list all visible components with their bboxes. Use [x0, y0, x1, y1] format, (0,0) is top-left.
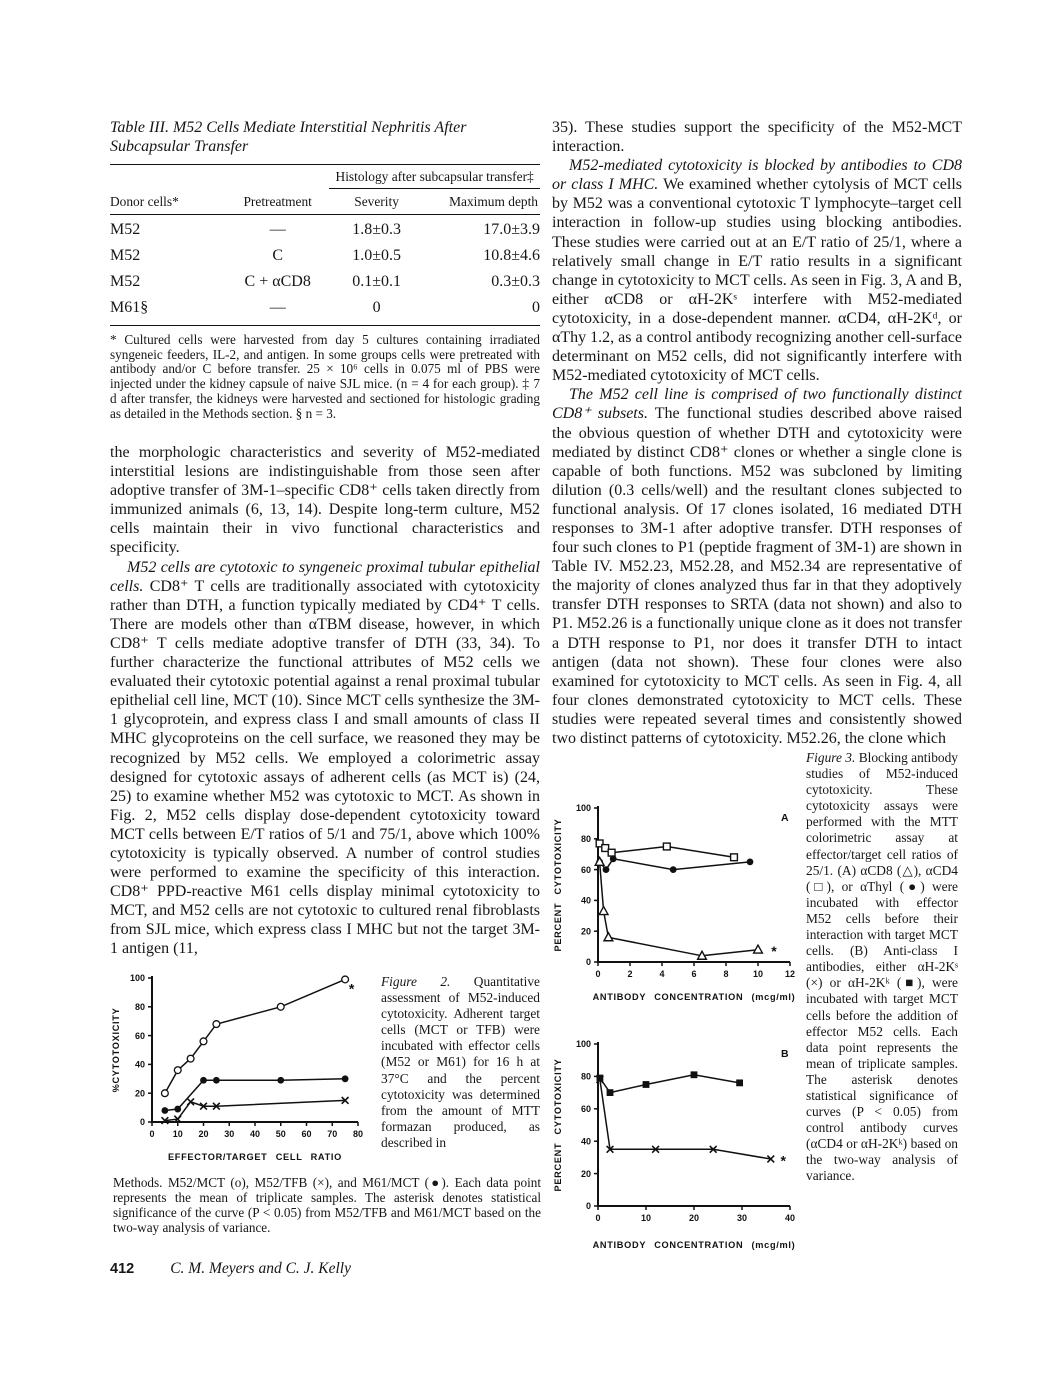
svg-text:40: 40: [580, 1136, 591, 1147]
figure3-panel-b-chart: [550, 1030, 802, 1254]
figure2-caption-lead: Figure 2.: [381, 974, 451, 989]
table-row: [110, 241, 540, 267]
cell-severity: 0.1±0.1: [352, 273, 401, 290]
svg-text:100: 100: [575, 1039, 591, 1050]
svg-text:0: 0: [595, 969, 601, 979]
figure3-panel-a-chart: [550, 798, 802, 1006]
table-group-row: [110, 165, 540, 189]
paragraph: [110, 558, 540, 959]
col-header-maxdepth: Maximum depth: [424, 189, 540, 215]
table-iii: [110, 164, 540, 326]
running-authors: C. M. Meyers and C. J. Kelly: [170, 1260, 351, 1277]
figure2-caption-side: [381, 974, 540, 1151]
paragraph: the morphologic characteristics and severity of M52-mediated interstitial lesions are indistinguishable from those seen after adoptive transfer of 3M-1–specific CD8⁺ cells taken directly from immunized animals (6, 13, 14). Despite long-term culture, M52 cells maintain their in vivo functional characteristics and specificity.: [110, 444, 540, 557]
figure3-caption-lead: Figure 3.: [806, 750, 856, 765]
cell-maxdepth: 0: [424, 293, 540, 326]
svg-text:0: 0: [139, 1117, 145, 1128]
svg-text:40: 40: [784, 1213, 796, 1223]
paragraph-lead-italic: M52 cells are cytotoxic to syngeneic proximal tubular epithelial cells.: [110, 558, 540, 595]
table-title: Table III. M52 Cells Mediate Interstitial Nephritis After Subcapsular Transfer: [110, 119, 467, 155]
svg-text:100: 100: [575, 803, 591, 814]
svg-text:20: 20: [688, 1213, 700, 1223]
svg-text:80: 80: [134, 1002, 145, 1012]
svg-text:60: 60: [134, 1030, 145, 1041]
col-header-pretreatment: Pretreatment: [226, 189, 329, 215]
paragraph: 35). These studies support the specificity of the M52-MCT interaction.: [552, 119, 962, 156]
page-footer: [110, 1260, 540, 1278]
cell-maxdepth: 17.0±3.9: [483, 221, 540, 238]
paragraph-lead-italic: M52-mediated cytotoxicity is blocked by antibodies to CD8 or class I MHC.: [552, 157, 962, 194]
svg-text:10: 10: [172, 1129, 183, 1139]
table-header-row: [110, 189, 540, 215]
svg-text:20: 20: [198, 1129, 209, 1139]
right-column-text: [552, 118, 962, 748]
svg-text:30: 30: [224, 1129, 235, 1139]
svg-text:PERCENT CYTOTOXICITY: PERCENT CYTOTOXICITY: [553, 818, 563, 952]
cell-donor: M52: [110, 221, 141, 238]
paragraph-lead-italic: The M52 cell line is comprised of two functionally distinct CD8⁺ subsets.: [552, 386, 962, 423]
svg-text:100: 100: [129, 973, 145, 984]
svg-text:0: 0: [595, 1213, 601, 1223]
figure2-chart: [108, 970, 376, 1166]
cell-pretreatment: —: [269, 221, 286, 238]
figure2-caption-bottom: Methods. M52/MCT (o), M52/TFB (×), and M61/MCT (●). Each data point represents the mean of triplicate samples. The asterisk denotes statistical significance of the curve (P < 0.05) from M52/TFB and M61/MCT based on the two-way analysis of variance.: [113, 1175, 541, 1235]
svg-text:A: A: [781, 812, 789, 824]
cell-severity: 1.0±0.5: [352, 247, 401, 264]
svg-text:60: 60: [301, 1129, 312, 1139]
svg-text:12: 12: [784, 969, 796, 979]
cell-donor: M61§: [110, 293, 226, 326]
svg-text:EFFECTOR/TARGET CELL RATIO: EFFECTOR/TARGET CELL RATIO: [167, 1152, 343, 1162]
figure3-caption: [806, 750, 958, 1185]
cell-donor: M52: [110, 247, 141, 264]
svg-text:ANTIBODY CONCENTRATION (mcg/ml: ANTIBODY CONCENTRATION (mcg/ml): [592, 992, 796, 1002]
svg-text:%CYTOTOXICITY: %CYTOTOXICITY: [111, 1007, 121, 1093]
svg-text:ANTIBODY CONCENTRATION (mcg/ml: ANTIBODY CONCENTRATION (mcg/ml): [592, 1240, 796, 1250]
svg-text:*: *: [771, 942, 777, 959]
paragraph: [552, 385, 962, 748]
svg-text:50: 50: [275, 1129, 286, 1139]
svg-text:*: *: [348, 980, 355, 997]
figure2-caption-text: Quantitative assessment of M52-induced cytotoxicity. Adherent target cells (MCT or TFB) were incubated with effector cells (M52 or M61) for 16 h at 37°C and the percent cytotoxicity was determined from the amount of MTT formazan produced, as described in: [381, 974, 540, 1150]
svg-text:10: 10: [640, 1213, 652, 1223]
cell-maxdepth: 0.3±0.3: [491, 273, 540, 290]
svg-text:4: 4: [659, 969, 665, 979]
col-header-donor: Donor cells*: [110, 189, 226, 215]
svg-text:20: 20: [580, 926, 591, 937]
svg-text:8: 8: [723, 969, 729, 979]
cell-severity: 1.8±0.3: [352, 221, 401, 238]
svg-text:80: 80: [580, 834, 591, 844]
page-number: 412: [110, 1261, 135, 1277]
col-header-severity: Severity: [329, 189, 424, 215]
svg-text:30: 30: [736, 1213, 748, 1223]
cell-severity: 0: [329, 293, 424, 326]
table-row: [110, 267, 540, 293]
paragraph-body: The functional studies described above raised the obvious question of whether DTH and cytotoxicity were mediated by distinct CD8⁺ clones or whether a single clone is capable of both functions. M52 was subcloned by limiting dilution (0.3 cells/well) and the resultant clones subjected to functional analysis. Of 17 clones isolated, 16 mediated DTH responses to 3M-1 after adoptive transfer. DTH responses of four such clones to P1 (peptide fragment of 3M-1) are shown in Table IV. M52.23, M52.28, and M52.34 are representative of the majority of clones analyzed thus far in that they adoptively transfer DTH responses to SRTA (data not shown) and also to P1. M52.26 is a functionally unique clone as it does not transfer a DTH response to P1, nor does it transfer DTH to intact antigen (data not shown). These four clones were also examined for cytotoxicity to MCT cells. As seen in Fig. 4, all four clones demonstrated cytotoxicity to MCT cells. These studies were repeated several times and consistently showed two distinct patterns of cytotoxicity. M52.26, the clone which: [552, 405, 962, 747]
svg-text:40: 40: [249, 1129, 261, 1139]
svg-text:0: 0: [585, 1201, 591, 1212]
left-column-text: [110, 443, 540, 959]
svg-text:80: 80: [352, 1129, 364, 1139]
svg-text:40: 40: [580, 895, 591, 906]
svg-text:B: B: [781, 1048, 789, 1060]
svg-text:70: 70: [327, 1129, 338, 1139]
svg-text:80: 80: [580, 1071, 591, 1082]
svg-text:60: 60: [580, 864, 591, 875]
cell-donor: M52: [110, 273, 141, 290]
svg-text:6: 6: [691, 969, 697, 979]
svg-text:2: 2: [627, 969, 633, 979]
table-row: [110, 215, 540, 242]
svg-text:40: 40: [134, 1059, 145, 1070]
cell-pretreatment: —: [226, 293, 329, 326]
svg-text:0: 0: [149, 1129, 155, 1139]
svg-text:20: 20: [134, 1088, 145, 1099]
cell-pretreatment: C: [272, 247, 284, 264]
svg-text:10: 10: [752, 969, 764, 979]
svg-text:60: 60: [580, 1104, 591, 1114]
paragraph-body: We examined whether cytolysis of MCT cells by M52 was a conventional cytotoxic T lymphocyte–target cell interaction in follow-up studies using blocking antibodies. These studies were carried out at an E/T ratio of 25/1, where a relatively small change in E/T ratio results in a significant change in cytotoxicity to MCT cells. As seen in Fig. 3, A and B, either αCD8 or αH-2Kˢ interfere with M52-mediated cytotoxicity, in a dose-dependent manner. αCD4, αH-2Kᵈ, or αThy 1.2, as a control antibody recognizing another cell-surface determinant on M52 cells, did not significantly interfere with M52-mediated cytotoxicity of MCT cells.: [552, 176, 963, 385]
table-row: [110, 293, 540, 326]
svg-text:PERCENT CYTOTOXICITY: PERCENT CYTOTOXICITY: [553, 1058, 563, 1192]
figure3-caption-text: Blocking antibody studies of M52-induced cytotoxicity. These cytotoxicity assays were performed with the MTT colorimetric assay at effector/target cell ratios of 25/1. (A) αCD8 (△), αCD4 (□), or αThyl (●) were incubated with effector M52 cells before their interaction with target MCT cells. (B) Anti-class I antibodies, either αH-2Kˢ (×) or αH-2Kᵏ (■), were incubated with target MCT cells before the addition of effector M52 cells. Each data point represents the mean of triplicate samples. The asterisk denotes statistical significance of curves (P < 0.05) from control antibody curves (αCD4 or αH-2Kᵏ) based on the two-way analysis of variance.: [806, 750, 958, 1184]
cell-pretreatment: C + αCD8: [244, 273, 311, 290]
svg-text:0: 0: [585, 957, 591, 968]
table-footnote: * Cultured cells were harvested from day 5 cultures containing irradiated syngeneic feeders, IL-2, and antigen. In some groups cells were pretreated with antibody and/or C before transfer. 25 × 10⁶ cells in 0.075 ml of PBS were injected under the kidney capsule of naive SJL mice. (n = 4 for each group). ‡ 7 d after transfer, the kidneys were harvested and sectioned for histologic grading as detailed in the Methods section. § n = 3.: [110, 332, 540, 421]
paragraph-body: CD8⁺ T cells are traditionally associated with cytotoxicity rather than DTH, a function typically mediated by CD4⁺ T cells. There are models other than αTBM disease, however, in which CD8⁺ T cells mediate adoptive transfer of DTH (33, 34). To further characterize the functional attributes of M52 cells we evaluated their cytotoxic potential against a renal proximal tubular epithelial cell line, MCT (10). Since MCT cells synthesize the 3M-1 glycoprotein, and express class I and small amounts of class II MHC glycoproteins on the cell surface, we reasoned they may be recognized by M52 cells. We employed a colorimetric assay designed for cytotoxic assays of adherent cells (as MCT is) (24, 25) to examine whether M52 was cytotoxic to MCT. As shown in Fig. 2, M52 cells display dose-dependent cytotoxicity toward MCT cells between E/T ratios of 5/1 and 75/1, above which 100% cytotoxicity is typically observed. A number of control studies were performed to examine the specificity of this interaction. CD8⁺ PPD-reactive M61 cells display minimal cytotoxicity to MCT, and M52 cells are not cytotoxic to cultured renal fibroblasts from SJL mice, which express class I MHC but not the target 3M-1 antigen (11,: [110, 577, 540, 958]
cell-maxdepth: 10.8±4.6: [483, 247, 540, 264]
paragraph: [552, 156, 962, 385]
table-iii-block: [110, 118, 540, 421]
svg-text:20: 20: [580, 1168, 591, 1179]
svg-text:*: *: [780, 1152, 787, 1169]
table-group-header: Histology after subcapsular transfer‡: [329, 165, 540, 189]
